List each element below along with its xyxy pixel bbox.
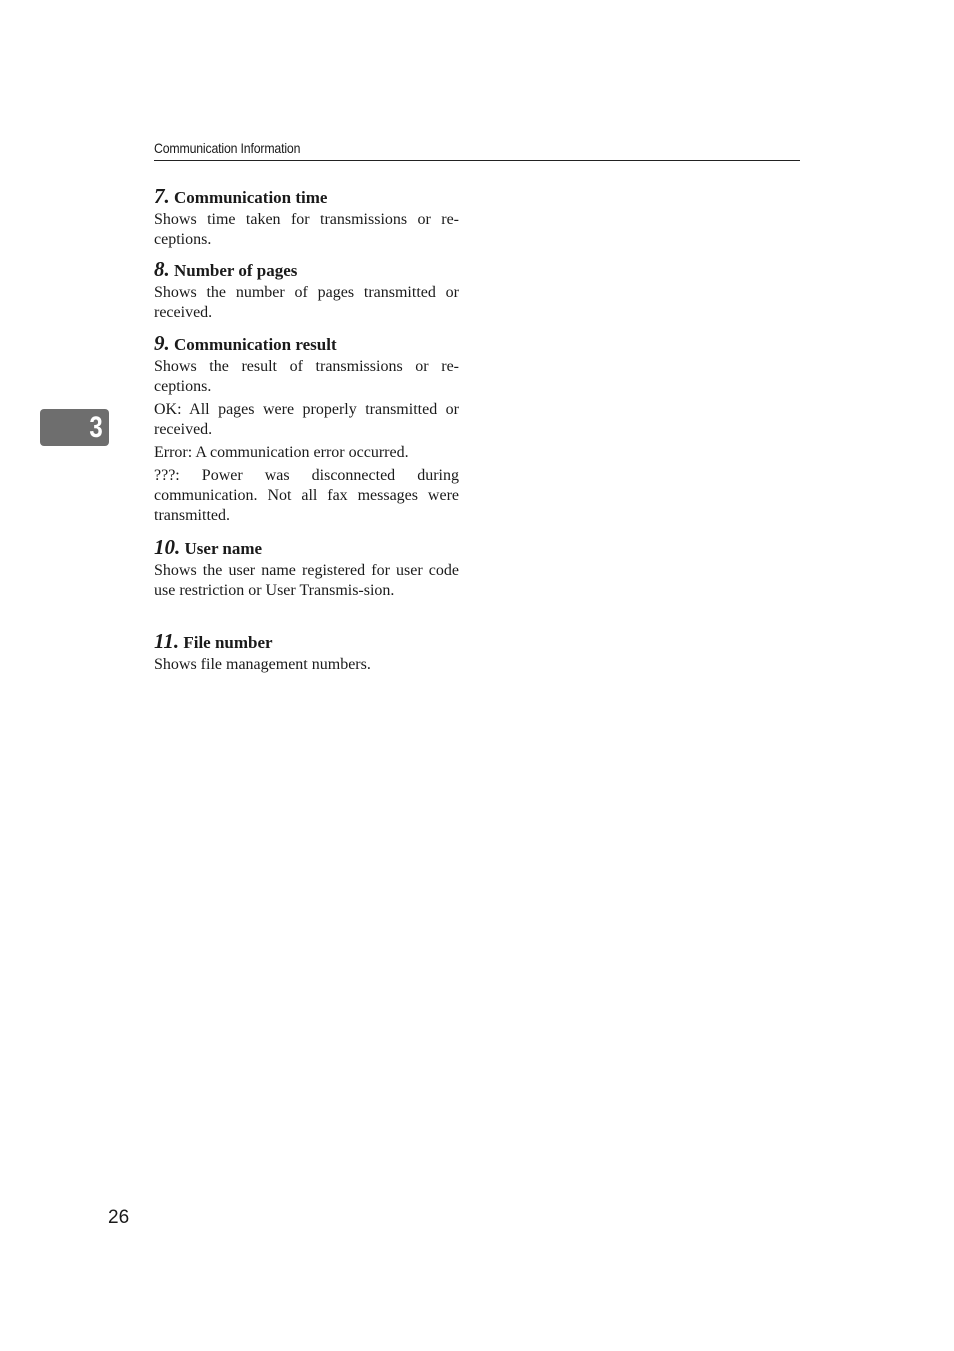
content-column (154, 182, 459, 678)
item-description: Shows the number of pages transmitted or received. (154, 284, 459, 321)
item-number: 10. (154, 535, 181, 559)
item-number: 8. (154, 257, 170, 281)
item-number: 11. (154, 629, 180, 653)
result-unknown-description: ???: Power was disconnected during communication. Not all fax messages were transmitted. (154, 467, 459, 524)
chapter-tab (40, 409, 109, 446)
chapter-tab-number: 3 (89, 411, 103, 444)
result-ok-description: OK: All pages were properly transmitted or received. (154, 401, 459, 438)
item-heading (154, 329, 459, 357)
item-number-of-pages (154, 255, 459, 329)
item-description: Shows the result of transmissions or re-ceptions. (154, 358, 459, 395)
item-title: User name (184, 539, 263, 558)
item-description: Shows time taken for transmissions or re-ceptions. (154, 211, 459, 248)
item-description: Shows file management numbers. (154, 656, 371, 673)
item-communication-time (154, 182, 459, 255)
item-title: Communication result (174, 335, 337, 354)
item-description: Shows the user name registered for user code use restriction or User Transmis-sion. (154, 562, 459, 599)
item-title: Number of pages (174, 261, 298, 280)
item-heading (154, 182, 459, 210)
item-title: Communication time (174, 188, 328, 207)
running-header-title: Communication Information (154, 140, 301, 156)
item-heading (154, 255, 459, 283)
result-error-description: Error: A communication error occurred. (154, 444, 409, 461)
item-file-number (154, 627, 459, 675)
item-heading (154, 627, 459, 655)
item-number: 9. (154, 331, 170, 355)
item-communication-result (154, 329, 459, 533)
page-number: 26 (108, 1207, 130, 1228)
item-heading (154, 533, 459, 561)
item-number: 7. (154, 184, 170, 208)
item-title: File number (183, 633, 273, 652)
item-user-name (154, 533, 459, 627)
running-header (154, 138, 800, 161)
